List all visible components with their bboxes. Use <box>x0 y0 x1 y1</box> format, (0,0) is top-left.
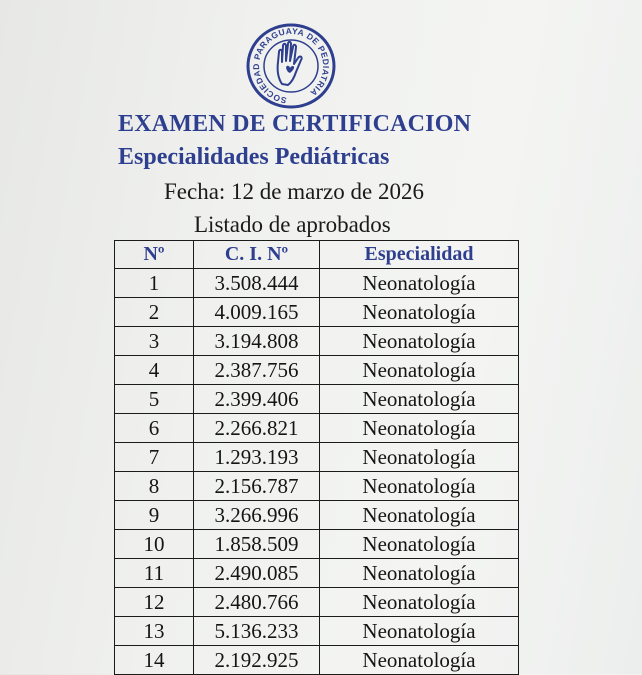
specialty-cell: Neonatología <box>320 327 519 356</box>
table-row <box>115 356 519 385</box>
hand-heart-emblem-icon <box>244 22 338 110</box>
table-row <box>115 472 519 501</box>
ci-number-cell: 3.266.996 <box>194 501 320 530</box>
ci-number-cell: 2.266.821 <box>194 414 320 443</box>
exam-date: Fecha: 12 de marzo de 2026 <box>164 179 424 204</box>
specialty-cell: Neonatología <box>320 385 519 414</box>
column-header-number: Nº <box>115 241 194 269</box>
ci-number-cell: 2.490.085 <box>194 559 320 588</box>
row-number-cell: 14 <box>115 646 194 675</box>
table-row <box>115 501 519 530</box>
specialty-cell: Neonatología <box>320 356 519 385</box>
specialty-cell: Neonatología <box>320 646 519 675</box>
row-number-cell: 10 <box>115 530 194 559</box>
table-header-row <box>115 241 519 269</box>
list-title: Listado de aprobados <box>194 212 391 237</box>
specialty-cell: Neonatología <box>320 501 519 530</box>
specialty-cell: Neonatología <box>320 269 519 298</box>
ci-number-cell: 1.858.509 <box>194 530 320 559</box>
ci-number-cell: 2.399.406 <box>194 385 320 414</box>
specialty-cell: Neonatología <box>320 617 519 646</box>
ci-number-cell: 1.293.193 <box>194 443 320 472</box>
specialty-cell: Neonatología <box>320 443 519 472</box>
table-row <box>115 559 519 588</box>
row-number-cell: 3 <box>115 327 194 356</box>
column-header-specialty: Especialidad <box>320 241 519 269</box>
row-number-cell: 12 <box>115 588 194 617</box>
row-number-cell: 9 <box>115 501 194 530</box>
ci-number-cell: 2.387.756 <box>194 356 320 385</box>
specialty-cell: Neonatología <box>320 530 519 559</box>
table-row <box>115 588 519 617</box>
table-row <box>115 269 519 298</box>
table-row <box>115 646 519 675</box>
table-body <box>115 269 519 675</box>
column-header-ci: C. I. Nº <box>194 241 320 269</box>
ci-number-cell: 2.192.925 <box>194 646 320 675</box>
ci-number-cell: 3.508.444 <box>194 269 320 298</box>
ci-number-cell: 5.136.233 <box>194 617 320 646</box>
row-number-cell: 5 <box>115 385 194 414</box>
logo-ring-text: SOCIEDAD PARAGUAYA DE PEDIATRIA <box>251 25 332 106</box>
table-row <box>115 443 519 472</box>
row-number-cell: 4 <box>115 356 194 385</box>
specialty-cell: Neonatología <box>320 472 519 501</box>
approved-list-table <box>114 240 519 675</box>
table-row <box>115 385 519 414</box>
row-number-cell: 11 <box>115 559 194 588</box>
specialty-cell: Neonatología <box>320 588 519 617</box>
svg-text:SOCIEDAD PARAGUAYA DE PEDIATRI <box>251 26 331 106</box>
ci-number-cell: 2.480.766 <box>194 588 320 617</box>
row-number-cell: 1 <box>115 269 194 298</box>
row-number-cell: 8 <box>115 472 194 501</box>
table-row <box>115 327 519 356</box>
row-number-cell: 6 <box>115 414 194 443</box>
row-number-cell: 7 <box>115 443 194 472</box>
specialty-cell: Neonatología <box>320 414 519 443</box>
exam-title: EXAMEN DE CERTIFICACION <box>118 111 472 137</box>
row-number-cell: 2 <box>115 298 194 327</box>
ci-number-cell: 4.009.165 <box>194 298 320 327</box>
table-row <box>115 530 519 559</box>
specialty-cell: Neonatología <box>320 298 519 327</box>
table-row <box>115 414 519 443</box>
table-row <box>115 298 519 327</box>
table-row <box>115 617 519 646</box>
ci-number-cell: 3.194.808 <box>194 327 320 356</box>
society-logo <box>244 22 338 110</box>
specialty-cell: Neonatología <box>320 559 519 588</box>
exam-subtitle: Especialidades Pediátricas <box>118 144 390 170</box>
row-number-cell: 13 <box>115 617 194 646</box>
ci-number-cell: 2.156.787 <box>194 472 320 501</box>
